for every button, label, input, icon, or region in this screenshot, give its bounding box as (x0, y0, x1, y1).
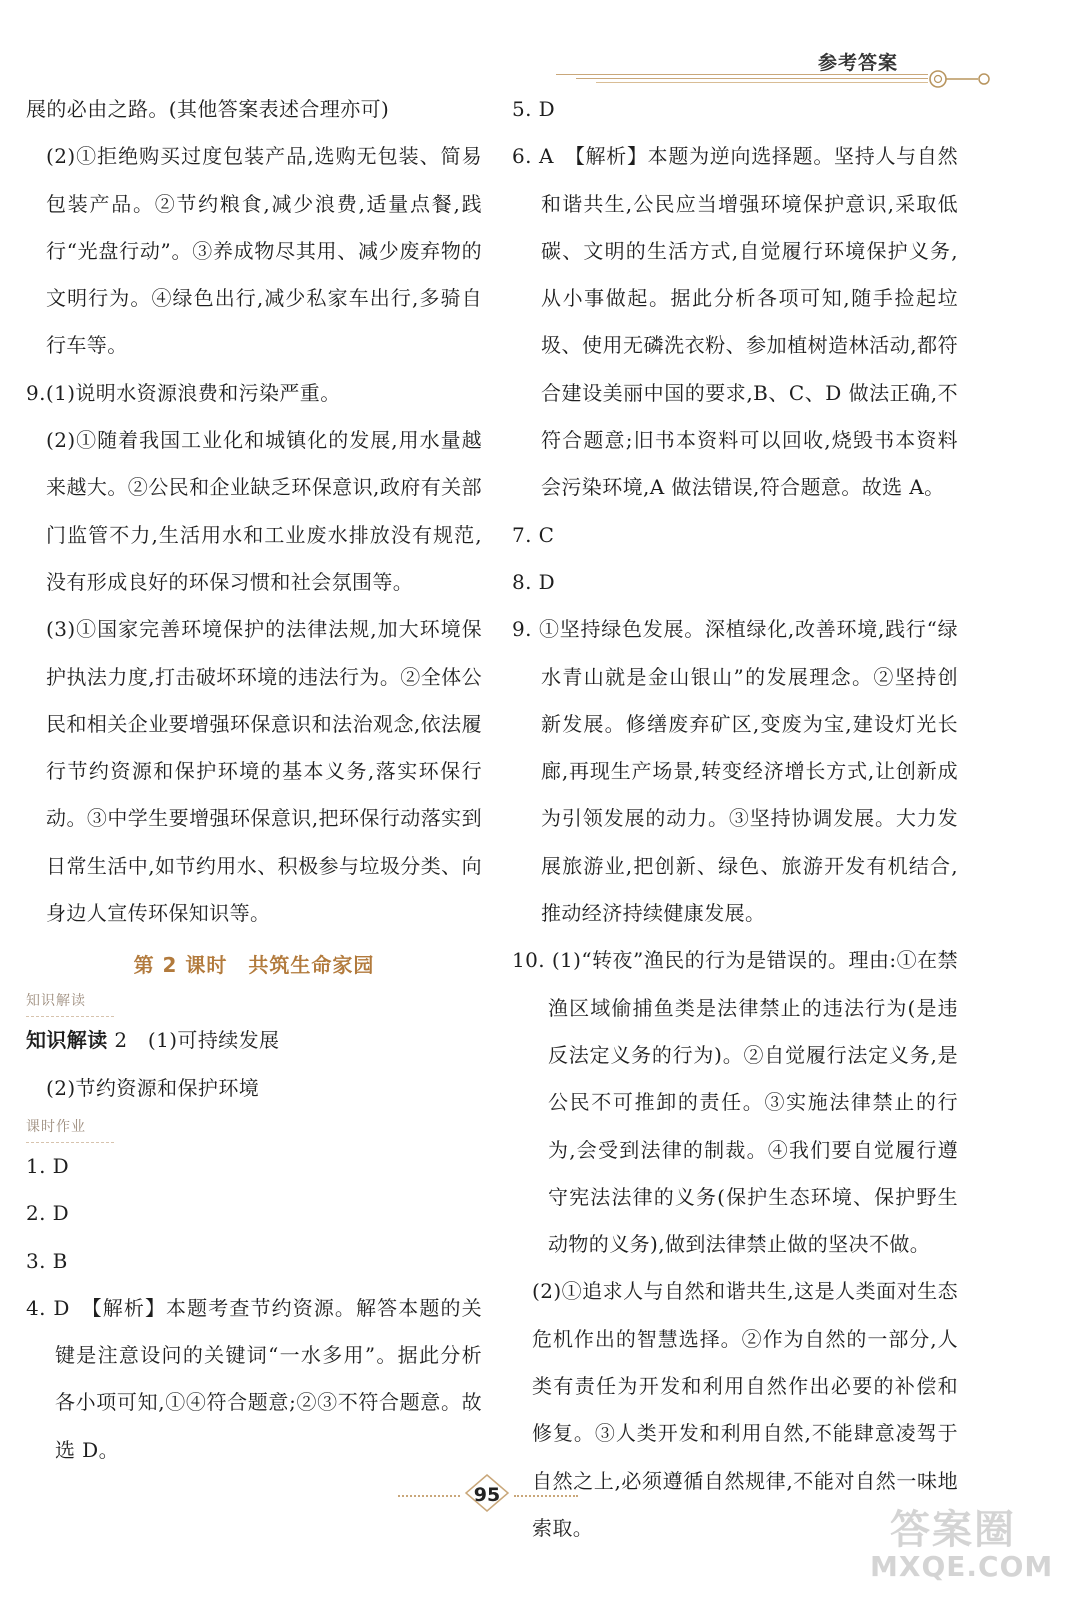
page-number (464, 1473, 510, 1513)
knowledge-lead: 知识解读 (26, 1028, 108, 1053)
watermark (850, 1498, 1054, 1594)
knowledge-text: 2 (1)可持续发展 (107, 1028, 280, 1053)
watermark-title: 答案圈 (890, 1507, 1016, 1553)
answer-9: 9. ①坚持绿色发展。深植绿化,改善环境,践行“绿水青山就是金山银山”的发展理念。②坚持创新发展。修缮废弃矿区,变废为宝,建设灯光长廊,再现生产场景,转变经济增长方式,让创新成为引领发展的动力。③坚持协调发展。大力发展旅游业,把创新、绿色、旅游开发有机结合,推动经济持续健康发展。 (512, 617, 958, 926)
answer-10-2: (2)①追求人与自然和谐共生,这是人类面对生态危机作出的智慧选择。②作为自然的一部分,人类有责任为开发和利用自然作出必要的补偿和修复。③人类开发和利用自然,不能肆意凌驾于自然之上,必须遵循自然规律,不能对自然一味地索取。 (532, 1279, 958, 1540)
tag-knowledge: 知识解读 (26, 986, 114, 1017)
answer-text: 展的必由之路。(其他答案表述合理亦可) (26, 97, 390, 121)
answer-7: 7. C (512, 522, 555, 547)
answer-1: 1. D (26, 1153, 70, 1178)
answer-6: 6. A 【解析】本题为逆向选择题。坚持人与自然和谐共生,公民应当增强环境保护意识,采取低碳、文明的生活方式,自觉履行环境保护义务,从小事做起。据此分析各项可知,随手捡起垃圾、使用无磷洗衣粉、参加植树造林活动,都符合建设美丽中国的要求,B、C、D 做法正确,不符合题意;旧书本资料可以回收,烧毁书本资料会污染环境,A 做法错误,符合题意。故选 A。 (512, 144, 958, 500)
left-column (26, 86, 482, 1474)
header-label: 参考答案 (818, 52, 899, 74)
answer-10-1: 10. (1)“转夜”渔民的行为是错误的。理由:①在禁渔区域偷捕鱼类是法律禁止的违法行为(是违反法定义务的行为)。②自觉履行法定义务,是公民不可推卸的责任。③实施法律禁止的行为,会受到法律的制裁。④我们要自觉履行遵守宪法法律的义务(保护生态环境、保护野生动物的义务),做到法律禁止做的坚决不做。 (512, 948, 958, 1257)
answer-q4: 4. D 【解析】本题考查节约资源。解答本题的关键是注意设问的关键词“一水多用”。据此分析各小项可知,①④符合题意;②③不符合题意。故选 D。 (26, 1295, 482, 1462)
page-number-block (398, 1470, 578, 1520)
page-dots-left (398, 1495, 460, 1497)
page-dots-right (514, 1495, 578, 1497)
answer-5: 5. D (512, 97, 556, 121)
page-number-text: 95 (473, 1484, 501, 1506)
watermark-url: MXQE.COM (870, 1550, 1054, 1583)
knowledge-line-2: (2)节约资源和保护环境 (46, 1075, 260, 1100)
knowledge-line (26, 1017, 482, 1064)
answer-q9-3: (3)①国家完善环境保护的法律法规,加大环境保护执法力度,打击破坏环境的违法行为。②全体公民和相关企业要增强环保意识和法治观念,依法履行节约资源和保护环境的基本义务,落实环保行动。③中学生要增强环保意识,把环保行动落实到日常生活中,如节约用水、积极参与垃圾分类、向身边人宣传环保知识等。 (46, 617, 482, 926)
answer-8: 8. D (512, 569, 556, 594)
tag-homework: 课时作业 (26, 1112, 114, 1143)
answer-q9-2: (2)①随着我国工业化和城镇化的发展,用水量越来越大。②公民和企业缺乏环保意识,政府有关部门监管不力,生活用水和工业废水排放没有规范,没有形成良好的环保习惯和社会氛围等。 (46, 428, 482, 594)
answer-2: 2. D (26, 1201, 70, 1226)
section-title: 第 2 课时 共筑生命家园 (133, 953, 375, 978)
answer-text: (2)①拒绝购买过度包装产品,选购无包装、简易包装产品。②节约粮食,减少浪费,适量点餐,践行“光盘行动”。③养成物尽其用、减少废弃物的文明行为。④绿色出行,减少私家车出行,多骑自行车等。 (46, 144, 482, 358)
answer-3: 3. B (26, 1248, 68, 1273)
header-rule (556, 72, 928, 84)
right-column (512, 86, 958, 1552)
answer-q9-1: 9.(1)说明水资源浪费和污染严重。 (26, 380, 341, 405)
